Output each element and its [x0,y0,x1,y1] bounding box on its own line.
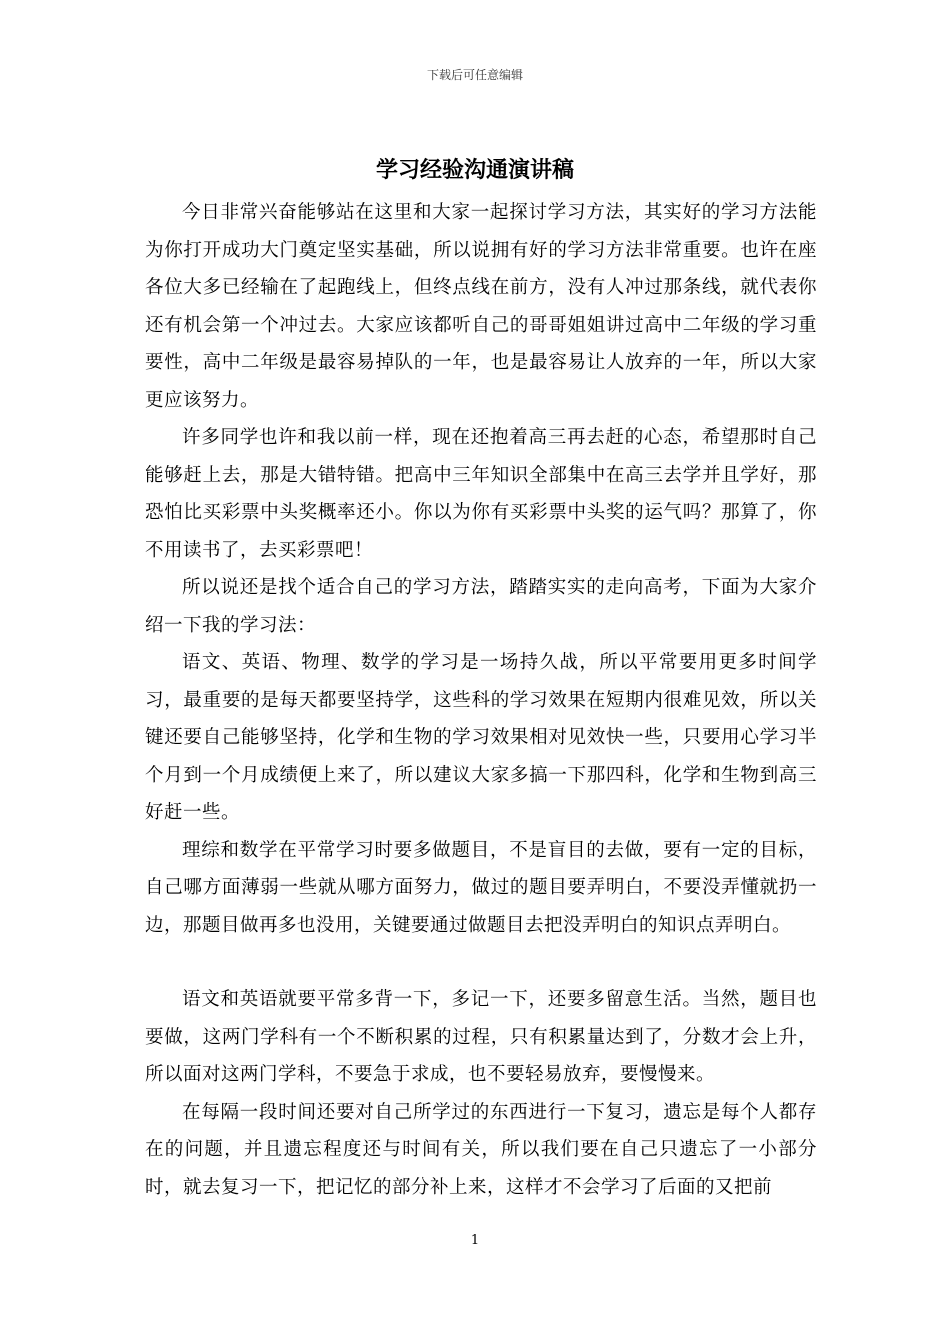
paragraph-1: 今日非常兴奋能够站在这里和大家一起探讨学习方法，其实好的学习方法能为你打开成功大门奠定坚实基础，所以说拥有好的学习方法非常重要。也许在座各位大多已经输在了起跑线上，但终点线在前方，没有人冲过那条线，就代表你还有机会第一个冲过去。大家应该都听自己的哥哥姐姐讲过高中二年级的学习重要性，高中二年级是最容易掉队的一年，也是最容易让人放弃的一年，所以大家更应该努力。 [145,202,817,411]
paragraph-4: 语文、英语、物理、数学的学习是一场持久战，所以平常要用更多时间学习，最重要的是每天都要坚持学，这些科的学习效果在短期内很难见效，所以关键还要自己能够坚持，化学和生物的学习效果相对见效快一些，只要用心学习半个月到一个月成绩便上来了，所以建议大家多搞一下那四科，化学和生物到高三好赶一些。 [145,652,817,823]
paragraph-6: 语文和英语就要平常多背一下，多记一下，还要多留意生活。当然，题目也要做，这两门学科有一个不断积累的过程，只有积累量达到了，分数才会上升，所以面对这两门学科，不要急于求成，也不要轻易放弃，要慢慢来。 [145,989,817,1085]
paragraph-2: 许多同学也许和我以前一样，现在还抱着高三再去赶的心态，希望那时自己能够赶上去，那是大错特错。把高中三年知识全部集中在高三去学并且学好，那恐怕比买彩票中头奖概率还小。你以为你有买彩票中头奖的运气吗？那算了，你不用读书了，去买彩票吧！ [145,427,817,561]
paragraph-7: 在每隔一段时间还要对自己所学过的东西进行一下复习，遗忘是每个人都存在的问题，并且遗忘程度还与时间有关，所以我们要在自己只遗忘了一小部分时，就去复习一下，把记忆的部分补上来，这样才不会学习了后面的又把前 [145,1101,817,1198]
paragraph-5: 理综和数学在平常学习时要多做题目，不是盲目的去做，要有一定的目标，自己哪方面薄弱一些就从哪方面努力，做过的题目要弄明白，不要没弄懂就扔一边，那题目做再多也没用，关键要通过做题目去把没弄明白的知识点弄明白。 [145,839,817,936]
document-body [145,194,817,1206]
page-number: 1 [470,1233,480,1248]
paragraph-3: 所以说还是找个适合自己的学习方法，踏踏实实的走向高考，下面为大家介绍一下我的学习法： [145,577,817,636]
header-note: 下载后可任意编辑 [426,68,523,82]
document-title: 学习经验沟通演讲稿 [375,157,574,183]
